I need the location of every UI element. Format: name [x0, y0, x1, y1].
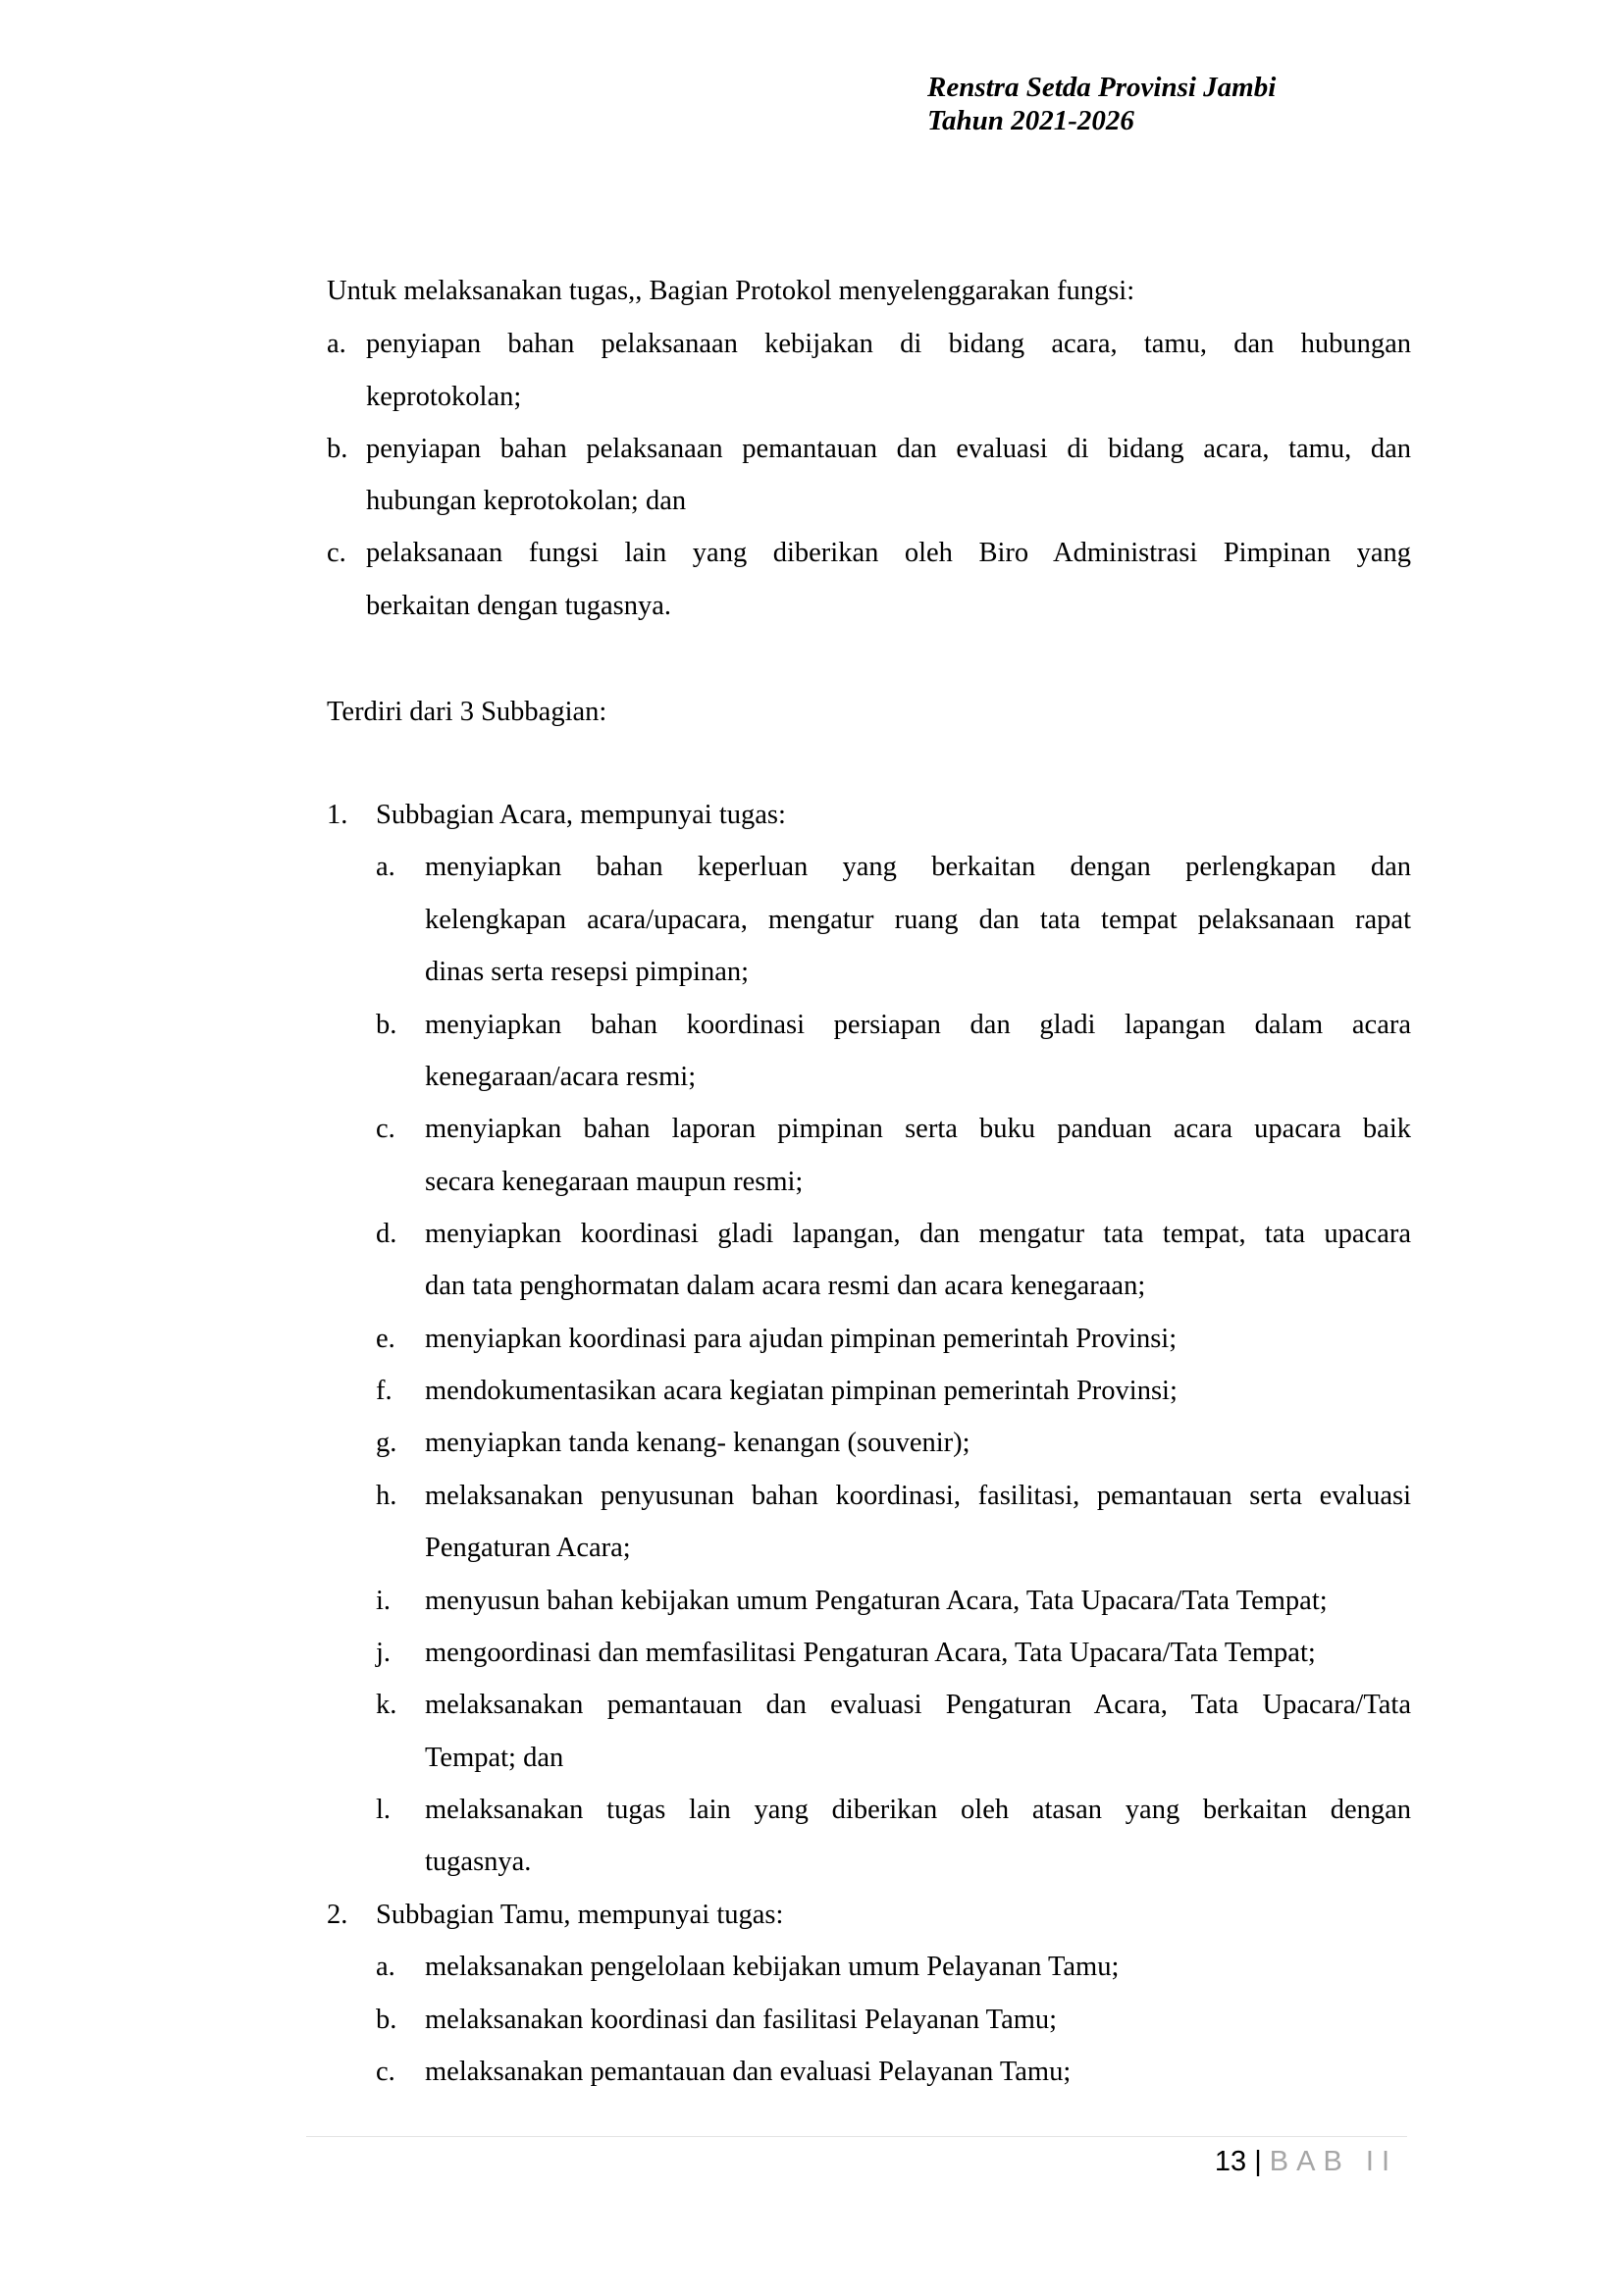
list-item-line: melaksanakan tugas lain yang diberikan oleh atasan yang berkaitan dengan — [425, 1795, 1411, 1825]
intro-item-line: berkaitan dengan tugasnya. — [366, 591, 672, 621]
list-item-marker: b. — [376, 2005, 397, 2035]
list-item-line: menyusun bahan kebijakan umum Pengaturan Acara, Tata Upacara/Tata Tempat; — [425, 1586, 1328, 1616]
section-number: 2. — [327, 1900, 348, 1930]
list-item-marker: i. — [376, 1586, 392, 1616]
list-item-marker: a. — [376, 852, 395, 882]
page-number: 13 — [1214, 2146, 1247, 2177]
footer-divider — [306, 2136, 1407, 2137]
list-item-marker: k. — [376, 1690, 397, 1720]
intro-item-line: pelaksanaan fungsi lain yang diberikan oleh Biro Administrasi Pimpinan yang — [366, 538, 1411, 568]
intro-item-line: hubungan keprotokolan; dan — [366, 486, 687, 516]
list-item-line: melaksanakan penyusunan bahan koordinasi, fasilitasi, pemantauan serta evaluasi — [425, 1481, 1411, 1511]
intro-paragraph: Untuk melaksanakan tugas,, Bagian Protokol menyelenggarakan fungsi: — [327, 276, 1135, 306]
list-item-line: melaksanakan pengelolaan kebijakan umum Pelayanan Tamu; — [425, 1952, 1120, 1982]
list-item-marker: j. — [376, 1638, 392, 1668]
list-item-line: Pengaturan Acara; — [425, 1533, 631, 1563]
list-item-line: menyiapkan bahan laporan pimpinan serta buku panduan acara upacara baik — [425, 1114, 1411, 1144]
list-item-line: kenegaraan/acara resmi; — [425, 1062, 697, 1092]
list-item-line: kelengkapan acara/upacara, mengatur ruang dan tata tempat pelaksanaan rapat — [425, 905, 1411, 935]
list-item-marker: d. — [376, 1219, 397, 1249]
list-item-line: melaksanakan koordinasi dan fasilitasi Pelayanan Tamu; — [425, 2005, 1058, 2035]
list-item-line: mendokumentasikan acara kegiatan pimpinan pemerintah Provinsi; — [425, 1376, 1178, 1406]
list-item-line: menyiapkan koordinasi para ajudan pimpinan pemerintah Provinsi; — [425, 1324, 1178, 1354]
list-item-marker: l. — [376, 1795, 392, 1825]
list-item-line: menyiapkan koordinasi gladi lapangan, dan mengatur tata tempat, tata upacara — [425, 1219, 1411, 1249]
list-item-marker: b. — [376, 1010, 397, 1040]
subbagian-heading: Terdiri dari 3 Subbagian: — [327, 697, 607, 727]
section-title: Subbagian Tamu, mempunyai tugas: — [376, 1900, 784, 1930]
chapter-label: BAB II — [1269, 2146, 1397, 2177]
intro-item-marker: c. — [327, 538, 346, 568]
page-footer — [1215, 2144, 1397, 2179]
list-item-line: dinas serta resepsi pimpinan; — [425, 957, 750, 987]
header-title-line1: Renstra Setda Provinsi Jambi — [927, 72, 1277, 103]
section-title: Subbagian Acara, mempunyai tugas: — [376, 800, 786, 830]
intro-item-line: penyiapan bahan pelaksanaan pemantauan dan evaluasi di bidang acara, tamu, dan — [366, 434, 1411, 464]
list-item-line: dan tata penghormatan dalam acara resmi dan acara kenegaraan; — [425, 1271, 1146, 1301]
footer-separator: | — [1254, 2146, 1262, 2177]
list-item-line: tugasnya. — [425, 1847, 532, 1877]
intro-item-line: penyiapan bahan pelaksanaan kebijakan di bidang acara, tamu, dan hubungan — [366, 329, 1411, 359]
list-item-line: secara kenegaraan maupun resmi; — [425, 1167, 804, 1197]
list-item-line: Tempat; dan — [425, 1743, 564, 1773]
section-number: 1. — [327, 800, 348, 830]
intro-item-marker: a. — [327, 329, 346, 359]
list-item-marker: f. — [376, 1376, 393, 1406]
list-item-marker: h. — [376, 1481, 397, 1511]
list-item-line: melaksanakan pemantauan dan evaluasi Pelayanan Tamu; — [425, 2057, 1072, 2087]
list-item-marker: c. — [376, 1114, 395, 1144]
running-header — [927, 71, 1276, 137]
intro-item-line: keprotokolan; — [366, 382, 522, 412]
list-item-marker: g. — [376, 1428, 397, 1458]
list-item-line: menyiapkan tanda kenang- kenangan (souvenir); — [425, 1428, 970, 1458]
list-item-line: menyiapkan bahan keperluan yang berkaitan dengan perlengkapan dan — [425, 852, 1411, 882]
list-item-line: mengoordinasi dan memfasilitasi Pengaturan Acara, Tata Upacara/Tata Tempat; — [425, 1638, 1316, 1668]
list-item-marker: c. — [376, 2057, 395, 2087]
list-item-marker: e. — [376, 1324, 395, 1354]
list-item-line: melaksanakan pemantauan dan evaluasi Pengaturan Acara, Tata Upacara/Tata — [425, 1690, 1411, 1720]
intro-item-marker: b. — [327, 434, 348, 464]
list-item-marker: a. — [376, 1952, 395, 1982]
header-title-line2: Tahun 2021-2026 — [927, 105, 1134, 136]
list-item-line: menyiapkan bahan koordinasi persiapan dan gladi lapangan dalam acara — [425, 1010, 1411, 1040]
